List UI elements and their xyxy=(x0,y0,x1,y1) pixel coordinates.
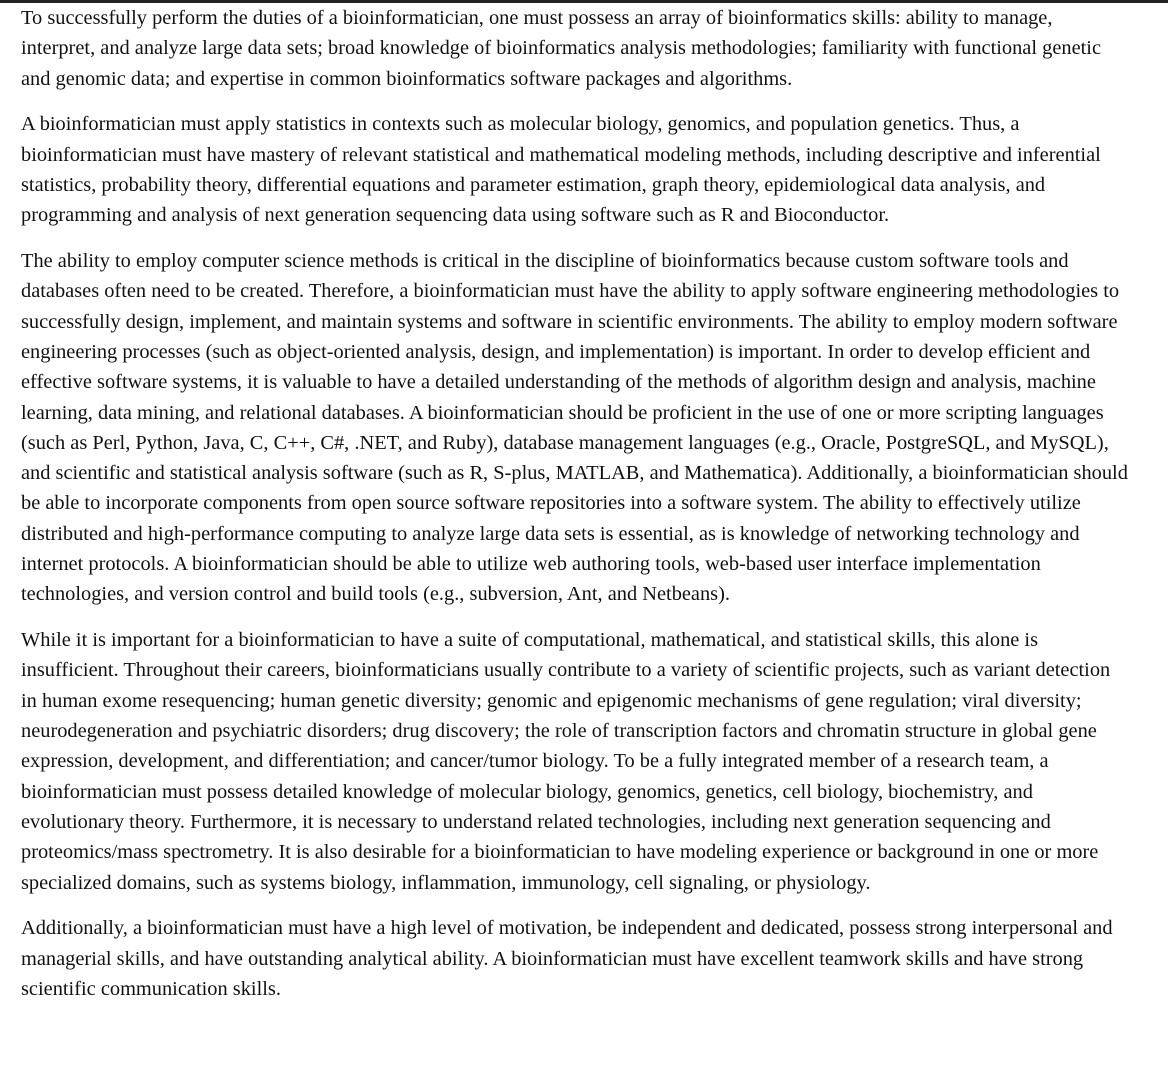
paragraph-computer-science: The ability to employ computer science methods is critical in the discipline of bioinformatics because custom software tools and databases often need to be created. Therefore, a bioinformatician must have the ability to apply software engineering methodologies to successfully design, implement, and maintain systems and software in scientific environments. The ability to employ modern software engineering processes (such as object-oriented analysis, design, and implementation) is important. In order to develop efficient and effective software systems, it is valuable to have a detailed understanding of the methods of algorithm design and analysis, machine learning, data mining, and relational databases. A bioinformatician should be proficient in the use of one or more scripting languages (such as Perl, Python, Java, C, C++, C#, .NET, and Ruby), database management languages (e.g., Oracle, PostgreSQL, and MySQL), and scientific and statistical analysis software (such as R, S-plus, MATLAB, and Mathematica). Additionally, a bioinformatician should be able to incorporate components from open source software repositories into a software system. The ability to effectively utilize distributed and high-performance computing to analyze large data sets is essential, as is knowledge of networking technology and internet protocols. A bioinformatician should be able to utilize web authoring tools, web-based user interface implementation technologies, and version control and build tools (e.g., subversion, Ant, and Netbeans). xyxy=(21,250,1128,606)
paragraph-skills-overview: To successfully perform the duties of a bioinformatician, one must possess an array of bioinformatics skills: ability to manage, interpret, and analyze large data sets; broad knowledge of bioinformatics analysis methodologies; familiarity with functional genetic and genomic data; and expertise in common bioinformatics software packages and algorithms. xyxy=(21,7,1101,90)
article-body xyxy=(21,3,1129,1020)
paragraph-domain-knowledge: While it is important for a bioinformatician to have a suite of computational, mathematical, and statistical skills, this alone is insufficient. Throughout their careers, bioinformaticians usually contribute to a variety of scientific projects, such as variant detection in human exome resequencing; human genetic diversity; genomic and epigenomic mechanisms of gene regulation; viral diversity; neurodegeneration and psychiatric disorders; drug discovery; the role of transcription factors and chromatin structure in global gene expression, development, and differentiation; and cancer/tumor biology. To be a fully integrated member of a research team, a bioinformatician must possess detailed knowledge of molecular biology, genomics, genetics, cell biology, biochemistry, and evolutionary theory. Furthermore, it is necessary to understand related technologies, including next generation sequencing and proteomics/mass spectrometry. It is also desirable for a bioinformatician to have modeling experience or background in one or more specialized domains, such as systems biology, inflammation, immunology, cell signaling, or physiology. xyxy=(21,629,1111,894)
paragraph-personal-qualities: Additionally, a bioinformatician must have a high level of motivation, be independent and dedicated, possess strong interpersonal and managerial skills, and have outstanding analytical ability. A bioinformatician must have excellent teamwork skills and have strong scientific communication skills. xyxy=(21,917,1113,1000)
paragraph-statistics: A bioinformatician must apply statistics in contexts such as molecular biology, genomics, and population genetics. Thus, a bioinformatician must have mastery of relevant statistical and mathematical modeling methods, including descriptive and inferential statistics, probability theory, differential equations and parameter estimation, graph theory, epidemiological data analysis, and programming and analysis of next generation sequencing data using software such as R and Bioconductor. xyxy=(21,113,1101,227)
